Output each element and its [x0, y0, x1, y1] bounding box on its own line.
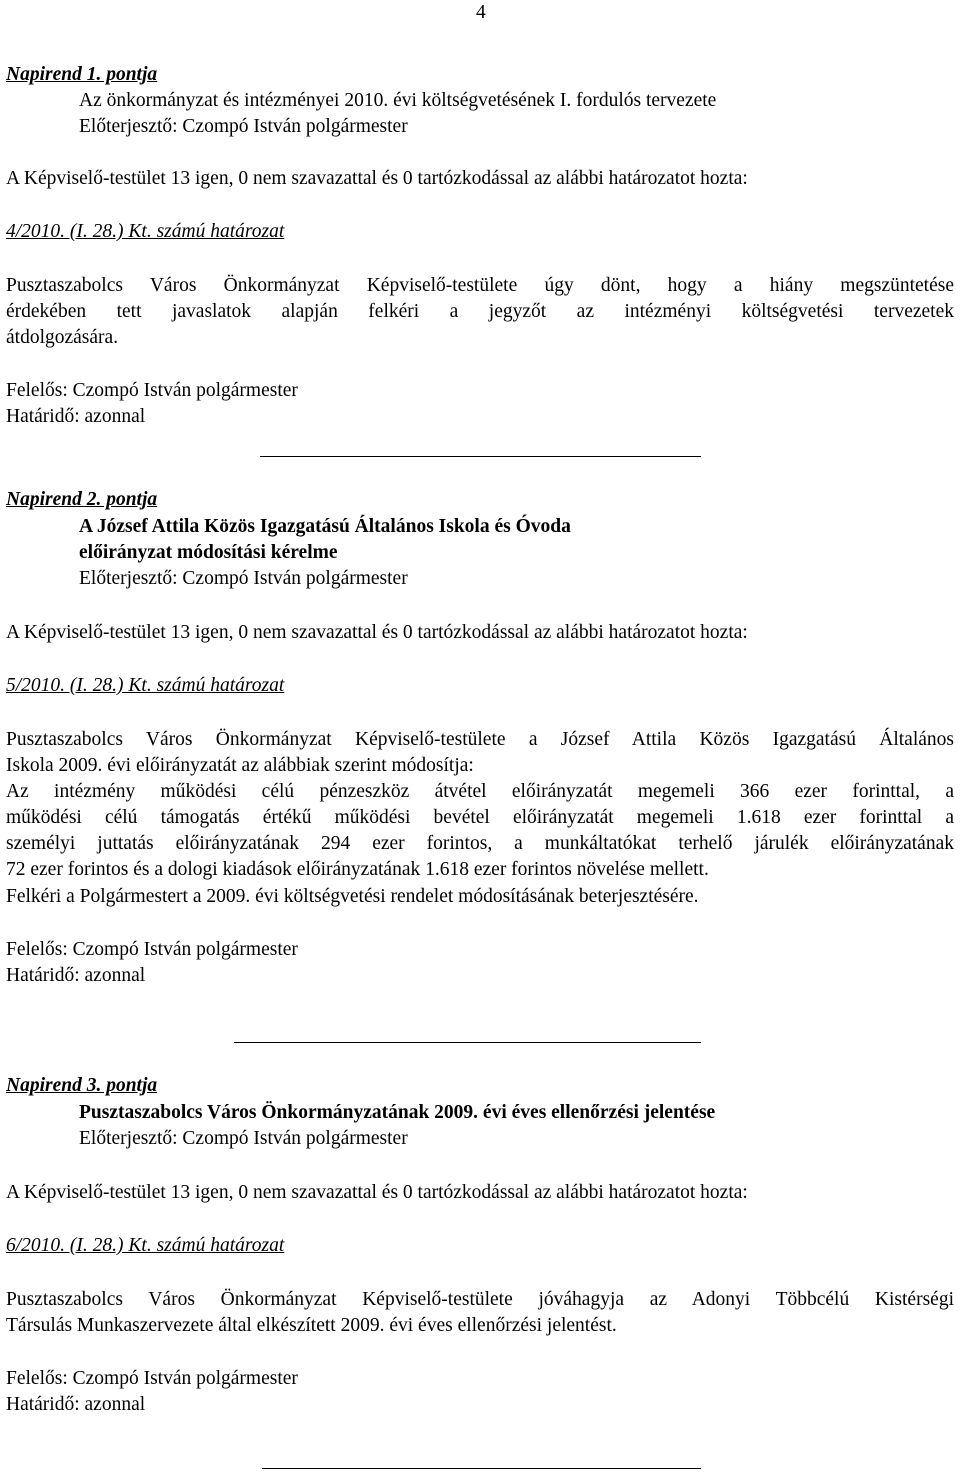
agenda-title-2-line-1: A József Attila Közös Igazgatású Általános Iskola és Óvoda: [79, 516, 571, 537]
deadline-2: Határidő: azonnal: [6, 965, 146, 986]
decision-text-2-line-1: Pusztaszabolcs Város Önkormányzat Képviselő-testülete a József Attila Közös Igazgatású Általános: [6, 729, 954, 750]
decision-number-3: 6/2010. (I. 28.) Kt. számú határozat: [6, 1235, 285, 1256]
responsible-2: Felelős: Czompó István polgármester: [6, 939, 298, 960]
decision-text-2-line-5: személyi juttatás előirányzatának 294 ezer forintos, a munkáltatókat terhelő járulék előirányzatának: [6, 833, 954, 854]
agenda-title-2-line-2: előirányzat módosítási kérelme: [79, 542, 338, 563]
decision-text-3-line-1: Pusztaszabolcs Város Önkormányzat Képviselő-testülete jóváhagyja az Adonyi Többcélú Kistérségi: [6, 1289, 954, 1310]
agenda-title-3: Pusztaszabolcs Város Önkormányzatának 2009. évi éves ellenőrzési jelentése: [79, 1102, 716, 1123]
decision-text-2-line-2: Iskola 2009. évi előirányzatát az alábbiak szerint módosítja:: [6, 755, 474, 776]
decision-text-1-line-3: átdolgozására.: [6, 327, 119, 348]
separator-line-3: [262, 1468, 701, 1469]
vote-statement-2: A Képviselő-testület 13 igen, 0 nem szavazattal és 0 tartózkodással az alábbi határozatot hozta:: [6, 622, 748, 643]
agenda-title-1: Az önkormányzat és intézményei 2010. évi költségvetésének I. fordulós tervezete: [79, 90, 717, 111]
decision-number-2: 5/2010. (I. 28.) Kt. számú határozat: [6, 675, 285, 696]
page-number: 4: [476, 2, 486, 23]
decision-text-2-line-7: Felkéri a Polgármestert a 2009. évi költségvetési rendelet módosításának beterjesztésére.: [6, 886, 699, 907]
decision-text-3-line-2: Társulás Munkaszervezete által elkészített 2009. évi éves ellenőrzési jelentést.: [6, 1315, 617, 1336]
presenter-3: Előterjesztő: Czompó István polgármester: [79, 1128, 408, 1149]
decision-text-2-line-3: Az intézmény működési célú pénzeszköz átvétel előirányzatát megemeli 366 ezer forinttal, a: [6, 781, 954, 802]
agenda-heading-1: Napirend 1. pontja: [6, 64, 158, 85]
decision-text-1-line-2: érdekében tett javaslatok alapján felkéri a jegyzőt az intézményi költségvetési tervezetek: [6, 301, 954, 322]
vote-statement-3: A Képviselő-testület 13 igen, 0 nem szavazattal és 0 tartózkodással az alábbi határozatot hozta:: [6, 1182, 748, 1203]
deadline-3: Határidő: azonnal: [6, 1394, 146, 1415]
decision-text-2-line-6: 72 ezer forintos és a dologi kiadások előirányzatának 1.618 ezer forintos növelése mellett.: [6, 859, 709, 880]
agenda-heading-3: Napirend 3. pontja: [6, 1075, 158, 1096]
deadline-1: Határidő: azonnal: [6, 406, 146, 427]
presenter-1: Előterjesztő: Czompó István polgármester: [79, 116, 408, 137]
presenter-2: Előterjesztő: Czompó István polgármester: [79, 568, 408, 589]
decision-number-1: 4/2010. (I. 28.) Kt. számú határozat: [6, 221, 285, 242]
responsible-1: Felelős: Czompó István polgármester: [6, 380, 298, 401]
separator-line-2: [234, 1042, 701, 1043]
agenda-heading-2: Napirend 2. pontja: [6, 489, 158, 510]
responsible-3: Felelős: Czompó István polgármester: [6, 1368, 298, 1389]
decision-text-1-line-1: Pusztaszabolcs Város Önkormányzat Képviselő-testülete úgy dönt, hogy a hiány megszüntetése: [6, 275, 954, 296]
separator-line-1: [260, 456, 701, 457]
vote-statement-1: A Képviselő-testület 13 igen, 0 nem szavazattal és 0 tartózkodással az alábbi határozatot hozta:: [6, 168, 748, 189]
decision-text-2-line-4: működési célú támogatás értékű működési bevétel előirányzatát megemeli 1.618 ezer forinttal a: [6, 807, 954, 828]
